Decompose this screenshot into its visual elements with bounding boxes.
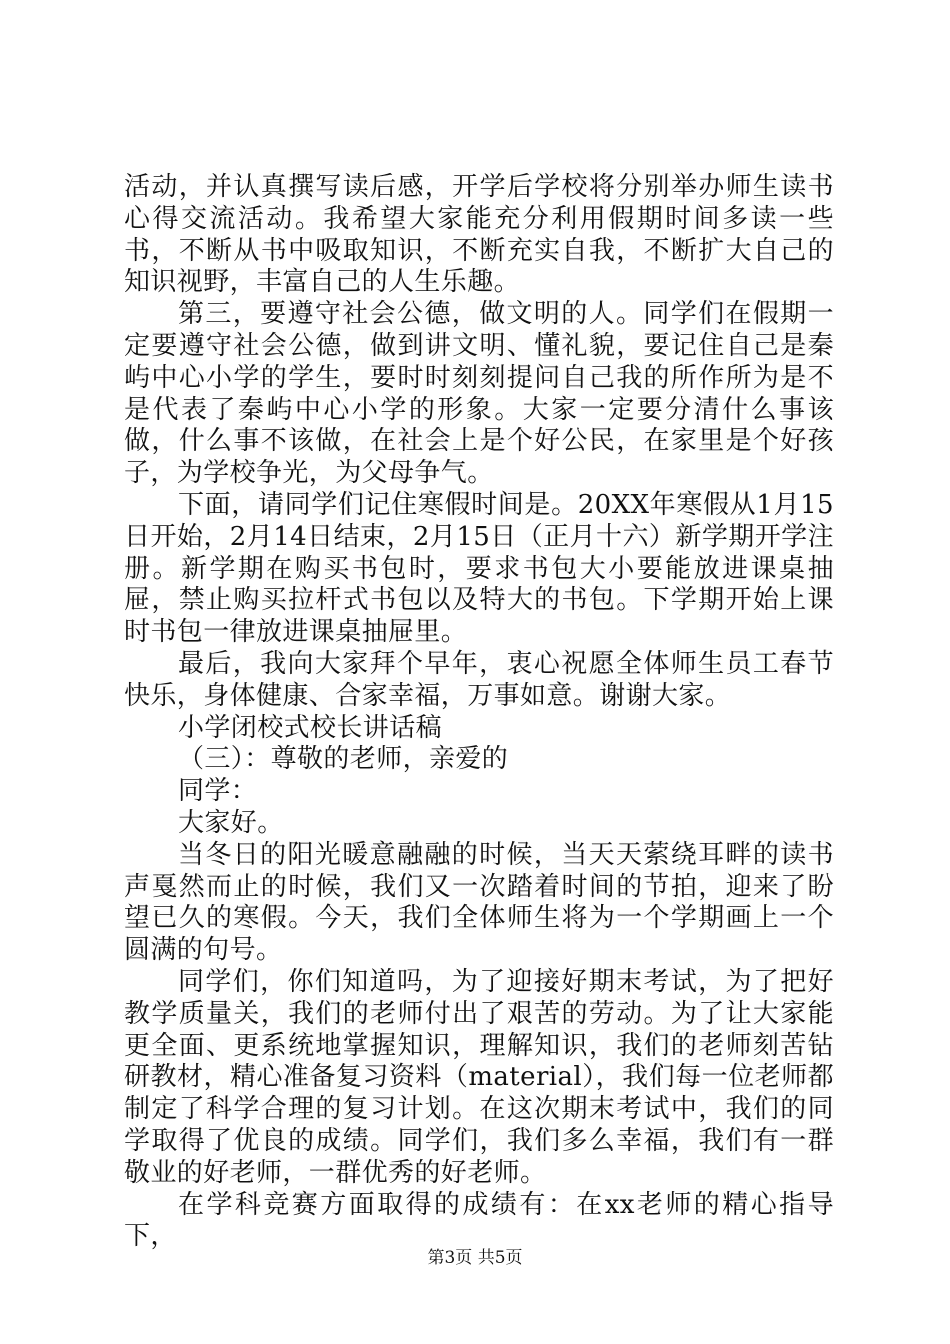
speech-title: 小学闭校式校长讲话稿: [178, 712, 443, 743]
paragraph-4: 最后，我向大家拜个早年，衷心祝愿全体师生员工春节快乐，身体健康、合家幸福，万事如意。谢谢大家。: [124, 648, 834, 711]
paragraph-11: 在学科竞赛方面取得的成绩有：在xx老师的精心指导下，: [124, 1189, 834, 1252]
document-body: [124, 172, 834, 1253]
paragraph-1: 活动，并认真撰写读后感，开学后学校将分别举办师生读书心得交流活动。我希望大家能充分利用假期时间多读一些书，不断从书中吸取知识，不断充实自我，不断扩大自己的知识视野，丰富自己的人生乐趣。: [124, 172, 834, 298]
page-number-footer: 第3页 共5页: [427, 1248, 523, 1268]
paragraph-9: 当冬日的阳光暖意融融的时候，当天天萦绕耳畔的读书声戛然而止的时候，我们又一次踏着时间的节拍，迎来了盼望已久的寒假。今天，我们全体师生将为一个学期画上一个圆满的句号。: [124, 839, 834, 966]
salutation-line: （三）：尊敬的老师，亲爱的: [178, 744, 509, 775]
paragraph-3: 下面，请同学们记住寒假时间是。20XX年寒假从1月15日开始，2月14日结束，2月15日（正月十六）新学期开学注册。新学期在购买书包时，要求书包大小要能放进课桌抽屉，禁止购买拉杆式书包以及特大的书包。下学期开始上课时书包一律放进课桌抽屉里。: [124, 489, 834, 648]
salutation-students: 同学：: [178, 776, 258, 807]
paragraph-10: 同学们，你们知道吗，为了迎接好期末考试，为了把好教学质量关，我们的老师付出了艰苦的劳动。为了让大家能更全面、更系统地掌握知识，理解知识，我们的老师刻苦钻研教材，精心准备复习资料（material），我们每一位老师都制定了科学合理的复习计划。在这次期末考试中，我们的同学取得了优良的成绩。同学们，我们多么幸福，我们有一群敬业的好老师，一群优秀的好老师。: [124, 966, 834, 1188]
paragraph-2: 第三，要遵守社会公德，做文明的人。同学们在假期一定要遵守社会公德，做到讲文明、懂礼貌，要记住自己是秦屿中心小学的学生，要时时刻刻提问自己我的所作所为是不是代表了秦屿中心小学的形象。大家一定要分清什么事该做，什么事不该做，在社会上是个好公民，在家里是个好孩子，为学校争光，为父母争气。: [124, 299, 834, 489]
greeting: 大家好。: [178, 807, 284, 838]
